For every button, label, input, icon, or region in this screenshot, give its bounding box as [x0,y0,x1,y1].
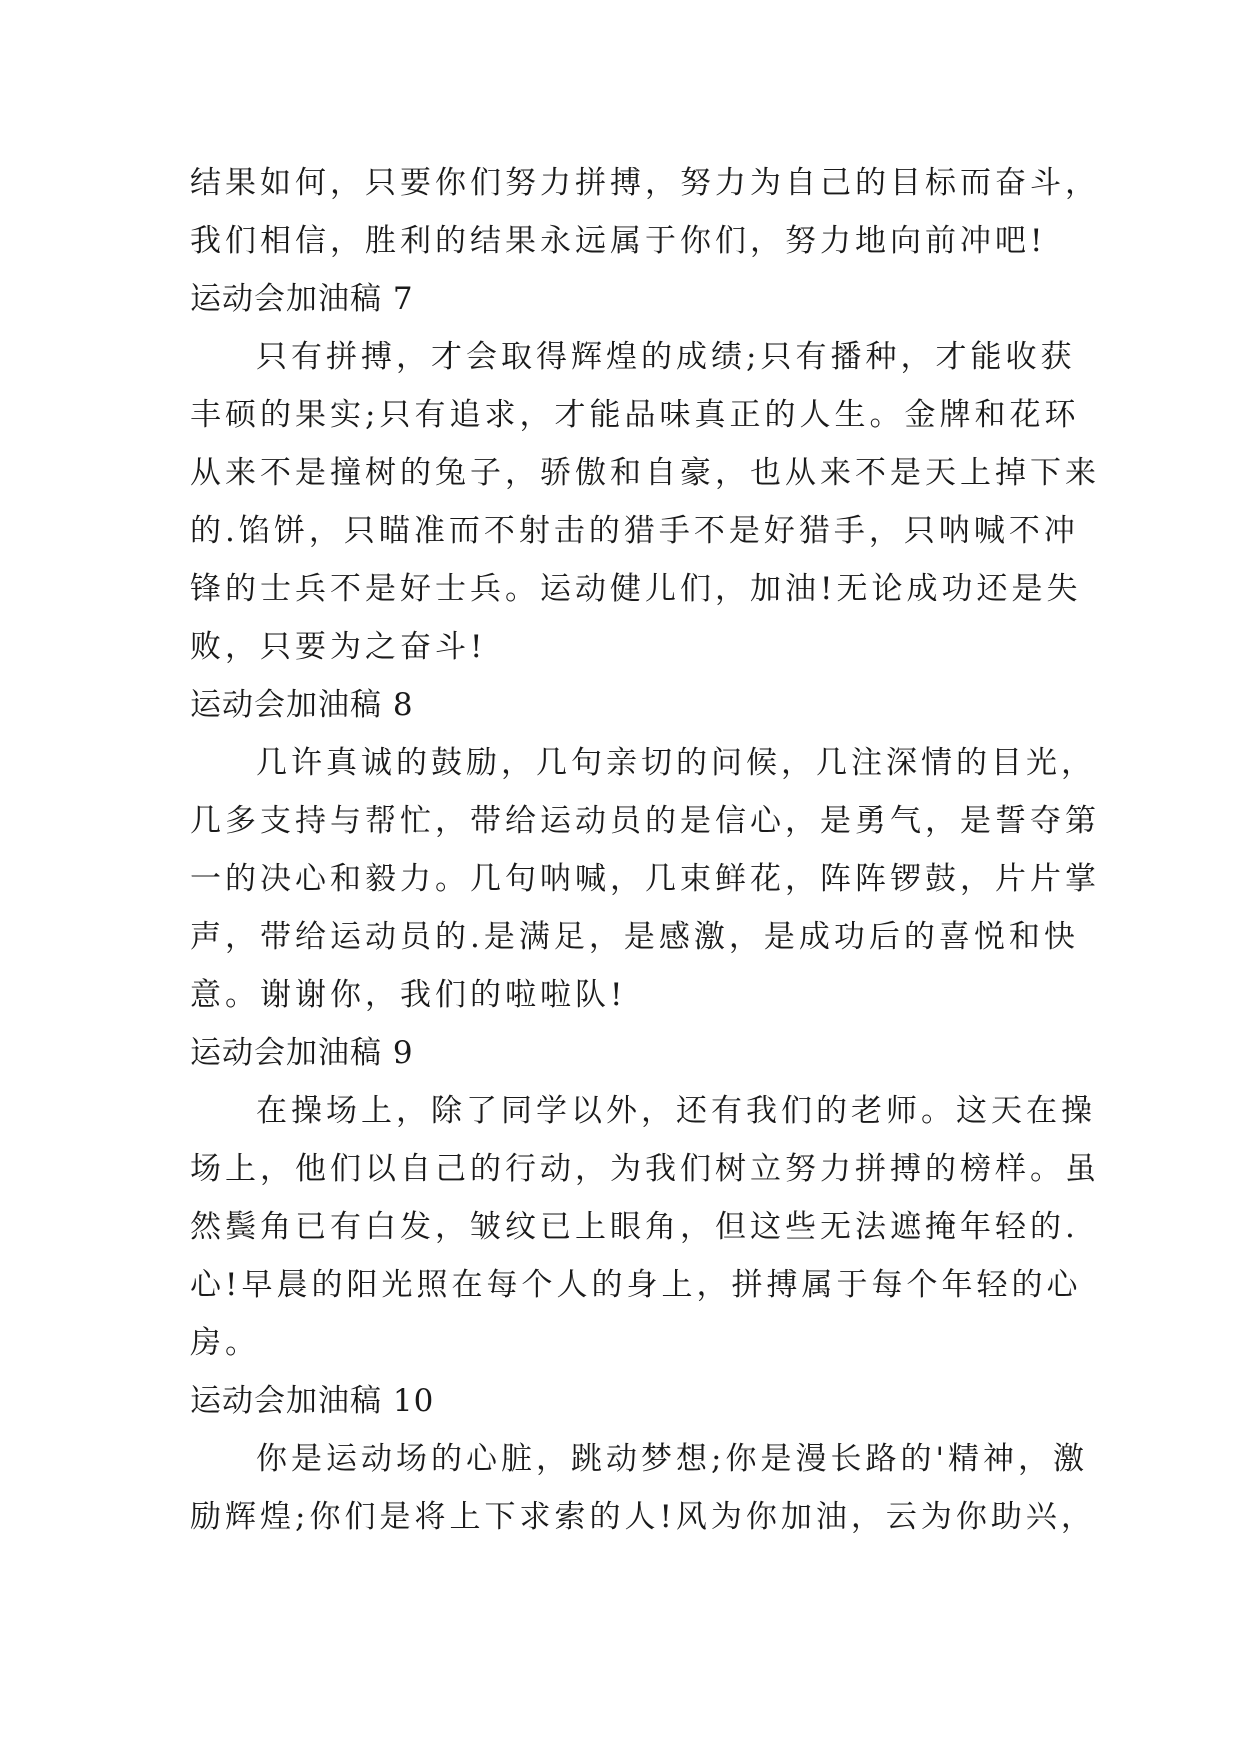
text-line: 一的决心和毅力。几句呐喊，几束鲜花，阵阵锣鼓，片片掌 [190,861,1100,897]
text-line: 败，只要为之奋斗! [190,629,487,665]
text-line: 的.馅饼，只瞄准而不射击的猎手不是好猎手，只呐喊不冲 [190,513,1079,549]
text-line: 只有拼搏，才会取得辉煌的成绩;只有播种，才能收获 [256,339,1076,375]
text-line: 丰硕的果实;只有追求，才能品味真正的人生。金牌和花环 [190,397,1080,433]
text-line: 意。谢谢你，我们的啦啦队! [190,977,627,1013]
text-line: 在操场上，除了同学以外，还有我们的老师。这天在操 [256,1093,1096,1129]
section-7 [190,270,1100,676]
text-line: 房。 [190,1325,260,1361]
section-8 [190,676,1100,1024]
section-heading: 运动会加油稿 7 [190,281,414,317]
text-line: 场上，他们以自己的行动，为我们树立努力拼搏的榜样。虽 [190,1151,1100,1187]
text-line: 结果如何，只要你们努力拼搏，努力为自己的目标而奋斗， [190,165,1100,201]
section-9 [190,1024,1100,1372]
text-line: 我们相信，胜利的结果永远属于你们，努力地向前冲吧! [190,223,1047,259]
text-line: 几多支持与帮忙，带给运动员的是信心，是勇气，是誓夺第 [190,803,1100,839]
document-page [190,154,1100,1546]
text-line: 锋的士兵不是好士兵。运动健儿们，加油!无论成功还是失 [190,571,1082,607]
text-line: 声，带给运动员的.是满足，是感激，是成功后的喜悦和快 [190,919,1079,955]
section-heading: 运动会加油稿 9 [190,1035,414,1071]
section-10 [190,1372,1096,1546]
text-line: 然鬓角已有白发，皱纹已上眼角，但这些无法遮掩年轻的. [190,1209,1079,1245]
section-heading: 运动会加油稿 8 [190,687,414,723]
section-heading: 运动会加油稿 10 [190,1383,435,1419]
intro-paragraph [190,154,1100,270]
text-line: 励辉煌;你们是将上下求索的人!风为你加油，云为你助兴， [190,1499,1096,1535]
text-line: 从来不是撞树的兔子，骄傲和自豪，也从来不是天上掉下来 [190,455,1100,491]
text-line: 你是运动场的心脏，跳动梦想;你是漫长路的'精神，激 [256,1441,1088,1477]
text-line: 几许真诚的鼓励，几句亲切的问候，几注深情的目光， [256,745,1096,781]
text-line: 心!早晨的阳光照在每个人的身上，拼搏属于每个年轻的心 [190,1267,1082,1303]
